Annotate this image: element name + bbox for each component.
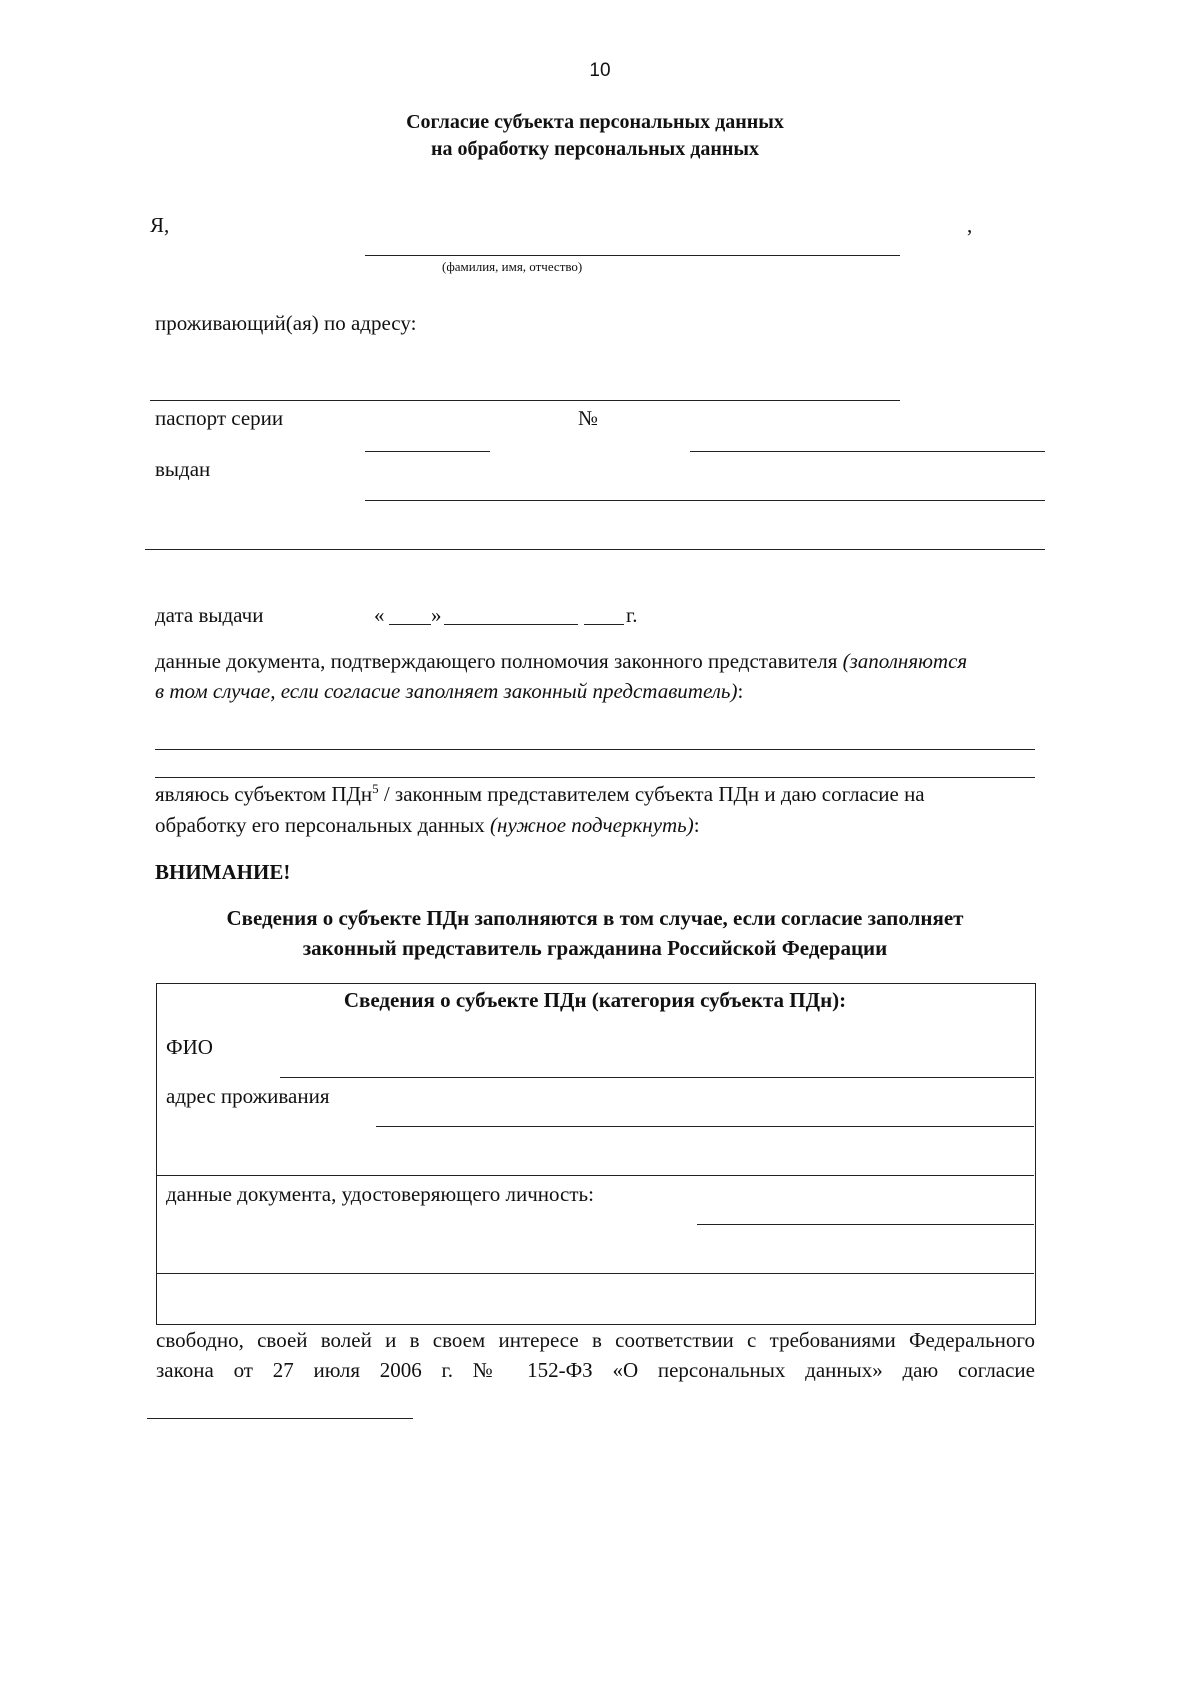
representative-doc-note-a: (заполняются <box>842 649 968 673</box>
notice-line-1: Сведения о субъекте ПДн заполняются в том случае, если согласие заполняет <box>226 906 964 930</box>
fio-field-line[interactable] <box>365 255 900 256</box>
passport-series-field-line[interactable] <box>365 451 490 452</box>
subject-address-label: адрес проживания <box>166 1084 330 1108</box>
intro-ya: Я, <box>150 213 170 237</box>
subject-fio-field-line[interactable] <box>280 1077 1034 1078</box>
representative-doc-field-line-2[interactable] <box>155 777 1035 778</box>
subject-address-field-line-2[interactable] <box>156 1175 1034 1176</box>
subject-statement-part-2: / законным представителем субъекта ПДн и даю согласие на <box>378 782 925 806</box>
subject-statement-colon: : <box>693 813 700 837</box>
subject-id-doc-field-line-2[interactable] <box>156 1273 1034 1274</box>
issue-day-field-line[interactable] <box>389 624 431 625</box>
document-title-line-2: на обработку персональных данных <box>431 138 759 160</box>
subject-statement-note: (нужное подчеркнуть) <box>490 813 694 837</box>
issue-date-open-quote: « <box>374 603 385 627</box>
fio-caption: (фамилия, имя, отчество) <box>442 259 583 274</box>
attention-heading: ВНИМАНИЕ! <box>155 860 291 884</box>
subject-statement-part-1: являюсь субъектом ПДн <box>155 782 373 806</box>
footnote-mark: 5 <box>372 781 379 796</box>
issue-date-label: дата выдачи <box>155 603 264 627</box>
passport-number-label: № <box>578 406 599 430</box>
subject-statement-line-2-text: обработку его персональных данных <box>155 813 485 837</box>
address-label: проживающий(ая) по адресу: <box>155 311 417 335</box>
closing-line-1: свободно, своей волей и в своем интересе в соответствии с требованиями Федерального <box>156 1328 1035 1352</box>
representative-doc-line-2 <box>155 681 743 702</box>
representative-doc-colon: : <box>737 679 744 703</box>
page-number: 10 <box>589 60 611 81</box>
subject-fio-label: ФИО <box>166 1035 213 1059</box>
document-title-line-1: Согласие субъекта персональных данных <box>406 111 784 133</box>
passport-number-field-line[interactable] <box>690 451 1045 452</box>
footnote-separator <box>147 1418 413 1419</box>
issue-date-close-quote: » <box>431 603 442 627</box>
issued-by-field-line-2[interactable] <box>145 549 1045 550</box>
closing-line-2: закона от 27 июля 2006 г. № 152-ФЗ «О персональных данных» даю согласие <box>156 1358 1035 1382</box>
issue-month-field-line[interactable] <box>444 624 578 625</box>
subject-id-doc-field-line-1[interactable] <box>697 1224 1034 1225</box>
subject-statement-line-2 <box>155 815 700 836</box>
address-field-line[interactable] <box>150 400 900 401</box>
passport-series-label: паспорт серии <box>155 406 284 430</box>
subject-address-field-line-1[interactable] <box>376 1126 1034 1127</box>
issue-year-field-line[interactable] <box>584 624 624 625</box>
subject-id-doc-label: данные документа, удостоверяющего личность: <box>166 1182 594 1206</box>
subject-statement-line-1 <box>155 781 925 806</box>
intro-comma: , <box>967 213 973 237</box>
representative-doc-text: данные документа, подтверждающего полномочия законного представителя <box>155 649 838 673</box>
representative-doc-note-b: в том случае, если согласие заполняет законный представитель) <box>155 679 738 703</box>
notice-line-2: законный представитель гражданина Российской Федерации <box>302 936 888 960</box>
representative-doc-field-line-1[interactable] <box>155 749 1035 750</box>
subject-box-heading: Сведения о субъекте ПДн (категория субъекта ПДн): <box>343 988 847 1012</box>
issue-year-suffix: г. <box>626 603 638 627</box>
issued-by-field-line-1[interactable] <box>365 500 1045 501</box>
issued-by-label: выдан <box>155 457 211 481</box>
representative-doc-line-1 <box>155 651 967 672</box>
